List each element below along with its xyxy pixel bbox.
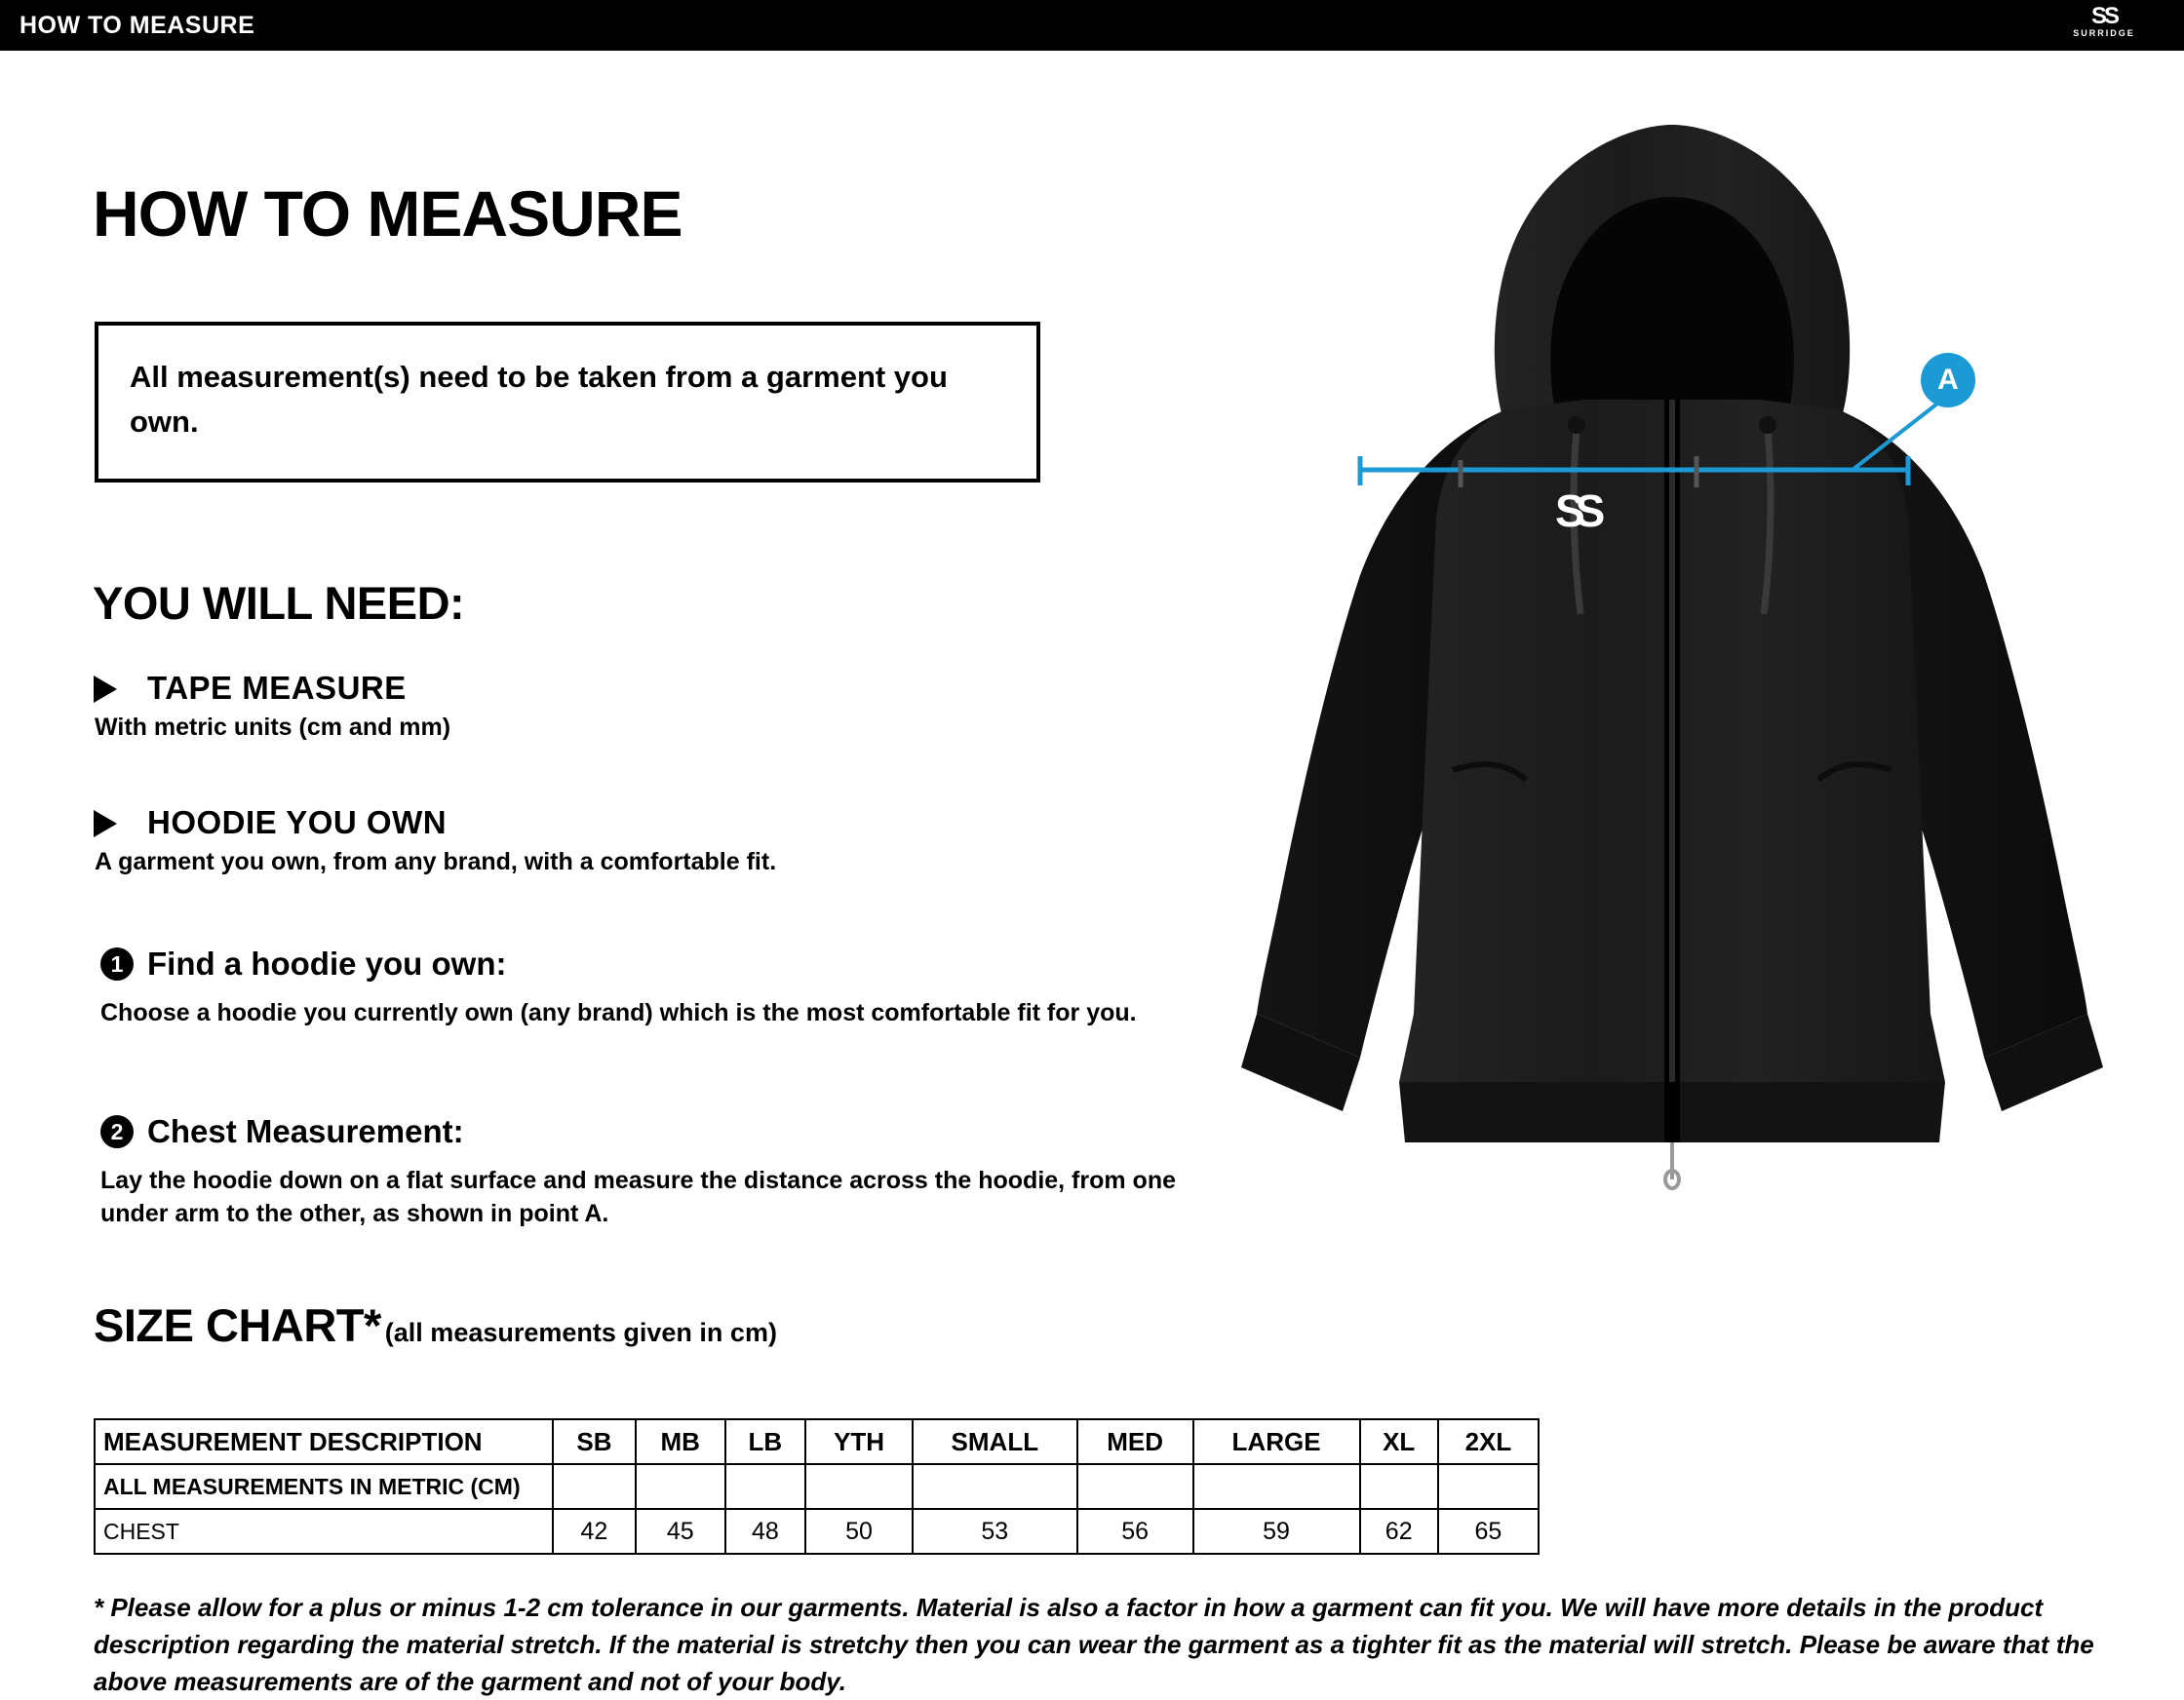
table-cell: [1193, 1464, 1360, 1509]
brand-name: SURRIDGE: [2073, 28, 2135, 38]
table-cell: 62: [1360, 1509, 1438, 1554]
table-header-cell: YTH: [805, 1419, 913, 1464]
step-title: Chest Measurement:: [147, 1113, 464, 1149]
table-header-cell: SMALL: [913, 1419, 1077, 1464]
zip-pull-icon: [1665, 1142, 1679, 1188]
table-row: [95, 1509, 1539, 1554]
measurement-marker-a: A: [1921, 353, 1975, 407]
table-cell: 59: [1193, 1509, 1360, 1554]
table-cell: [1438, 1464, 1539, 1509]
step-number-badge: 2: [100, 1115, 134, 1148]
table-cell: [805, 1464, 913, 1509]
table-cell: [1077, 1464, 1193, 1509]
table-header-cell: 2XL: [1438, 1419, 1539, 1464]
triangle-bullet-icon: [94, 676, 117, 703]
table-row-label: ALL MEASUREMENTS IN METRIC (CM): [95, 1464, 553, 1509]
table-header-cell: XL: [1360, 1419, 1438, 1464]
top-bar-title: HOW TO MEASURE: [20, 12, 255, 39]
footnote-text: * Please allow for a plus or minus 1-2 cm tolerance in our garments. Material is also a factor in how a garment can fit you. We will have more details in the product description regarding the material stretch. If the material is stretchy then you can wear the garment as a tighter fit as the material will stretch. Please be aware that the above measurements are of the garment and not of your body.: [94, 1593, 2094, 1696]
top-bar: [0, 0, 2184, 51]
step-body: Choose a hoodie you currently own (any brand) which is the most comfortable fit for you.: [100, 999, 1137, 1026]
size-chart-title: SIZE CHART*: [94, 1299, 381, 1351]
eyelet-left: [1568, 416, 1585, 434]
table-cell: [553, 1464, 636, 1509]
table-cell: 42: [553, 1509, 636, 1554]
eyelet-right: [1759, 416, 1776, 434]
need-item-title: HOODIE YOU OWN: [147, 804, 448, 840]
table-cell: [725, 1464, 806, 1509]
measurement-note-box: [95, 322, 1040, 483]
svg-text:SS: SS: [1555, 485, 1596, 536]
step-body: Lay the hoodie down on a flat surface and measure the distance across the hoodie, from one under arm to the other, as shown in point A.: [100, 1167, 1177, 1227]
you-will-need-heading: YOU WILL NEED:: [93, 577, 465, 629]
table-cell: 48: [725, 1509, 806, 1554]
need-item-title: TAPE MEASURE: [147, 670, 407, 706]
brand-mark: SS: [2090, 3, 2117, 29]
step-number-badge: 1: [100, 947, 134, 981]
table-header-cell: MED: [1077, 1419, 1193, 1464]
need-item-subtitle: A garment you own, from any brand, with a comfortable fit.: [95, 848, 777, 875]
measurement-note-text: All measurement(s) need to be taken from a garment you own.: [130, 360, 948, 439]
page-title: HOW TO MEASURE: [93, 177, 682, 251]
hoodie-graphic: [1214, 107, 2121, 1326]
table-row: [95, 1464, 1539, 1509]
zip-teeth: [1669, 400, 1675, 1082]
table-row-label: CHEST: [95, 1509, 553, 1554]
table-header-cell: LB: [725, 1419, 806, 1464]
hoodie-illustration: [1214, 107, 2121, 1326]
table-cell: 50: [805, 1509, 913, 1554]
table-header-row: [95, 1419, 1539, 1464]
table-header-cell: MEASUREMENT DESCRIPTION: [95, 1419, 553, 1464]
table-cell: 56: [1077, 1509, 1193, 1554]
table-header-cell: LARGE: [1193, 1419, 1360, 1464]
table-cell: [636, 1464, 725, 1509]
table-cell: 45: [636, 1509, 725, 1554]
table-cell: 53: [913, 1509, 1077, 1554]
triangle-bullet-icon: [94, 810, 117, 837]
table-header-cell: MB: [636, 1419, 725, 1464]
size-chart-subtitle: (all measurements given in cm): [384, 1318, 777, 1347]
table-cell: [913, 1464, 1077, 1509]
size-chart-table: [94, 1418, 1540, 1555]
brand-logo: [2046, 4, 2163, 47]
table-cell: 65: [1438, 1509, 1539, 1554]
step-title: Find a hoodie you own:: [147, 946, 507, 982]
size-chart-heading: [94, 1298, 777, 1352]
table-cell: [1360, 1464, 1438, 1509]
need-item-subtitle: With metric units (cm and mm): [95, 714, 451, 741]
table-header-cell: SB: [553, 1419, 636, 1464]
